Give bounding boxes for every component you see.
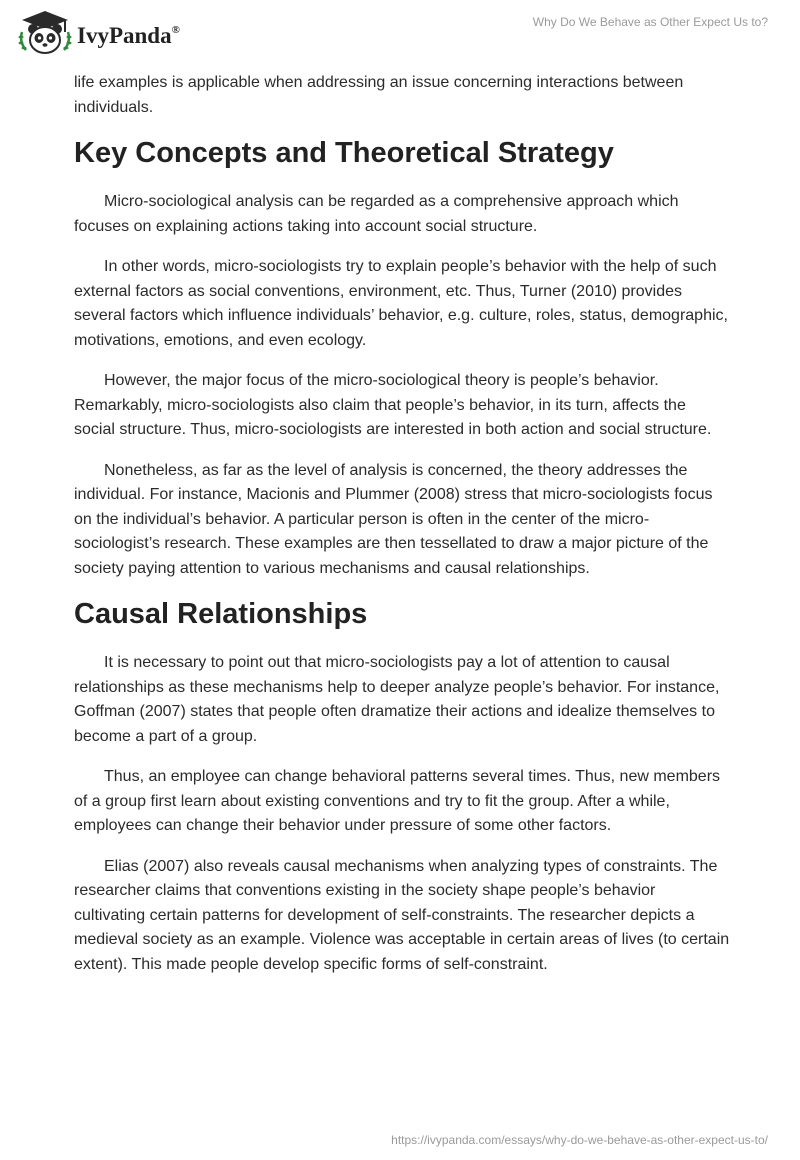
paragraph: Thus, an employee can change behavioral patterns several times. Thus, new members of a group first learn about existing conventions and try to fit the group. After a while, employees can change their behavior under pressure of some other factors. [74, 768, 721, 834]
paragraph: Elias (2007) also reveals causal mechanisms when analyzing types of constraints. The researcher claims that conventions existing in the society shape people’s behavior cultivating certain patterns for development of self-constraints. The researcher depicts a medieval society as an example. Violence was acceptable in certain areas of lives (to certain extent). This made people develop specific forms of self-constraint. [74, 857, 730, 973]
intro-paragraph: life examples is applicable when addressing an issue concerning interactions between individuals. [74, 74, 684, 116]
source-url[interactable]: https://ivypanda.com/essays/why-do-we-behave-as-other-expect-us-to/ [391, 1133, 768, 1147]
paragraph: In other words, micro-sociologists try to explain people’s behavior with the help of such external factors as social conventions, environment, etc. Thus, Turner (2010) provides several factors which influence individuals’ behavior, e.g. culture, roles, status, demographic, motivations, emotions, and even ecology. [74, 258, 728, 349]
section-heading-causal-relationships: Causal Relationships [74, 598, 368, 630]
essay-content [74, 71, 730, 993]
paragraph: Micro-sociological analysis can be regarded as a comprehensive approach which focuses on explaining actions taking into account social structure. [74, 193, 679, 235]
brand-logo[interactable] [16, 8, 180, 58]
document-title: Why Do We Behave as Other Expect Us to? [532, 15, 768, 29]
paragraph: Nonetheless, as far as the level of analysis is concerned, the theory addresses the individual. For instance, Macionis and Plummer (2008) stress that micro-sociologists focus on the individual’s behavior. A particular person is often in the center of the micro-sociologist’s research. These examples are then tessellated to draw a major picture of the society paying attention to various mechanisms and causal relationships. [74, 461, 713, 577]
brand-text: IvyPanda [77, 23, 172, 48]
page-header [0, 0, 800, 70]
section-heading-key-concepts: Key Concepts and Theoretical Strategy [74, 137, 614, 169]
registered-mark: ® [171, 24, 180, 36]
brand-name [77, 23, 180, 49]
paragraph: It is necessary to point out that micro-sociologists pay a lot of attention to causal relationships as these mechanisms help to deeper analyze people’s behavior. For instance, Goffman (2007) states that people often dramatize their actions and idealize themselves to become a part of a group. [74, 654, 720, 745]
panda-logo-icon [16, 8, 74, 58]
paragraph: However, the major focus of the micro-sociological theory is people’s behavior. Remarkably, micro-sociologists also claim that people’s behavior, in its turn, affects the social structure. Thus, micro-sociologists are interested in both action and social structure. [74, 372, 712, 438]
